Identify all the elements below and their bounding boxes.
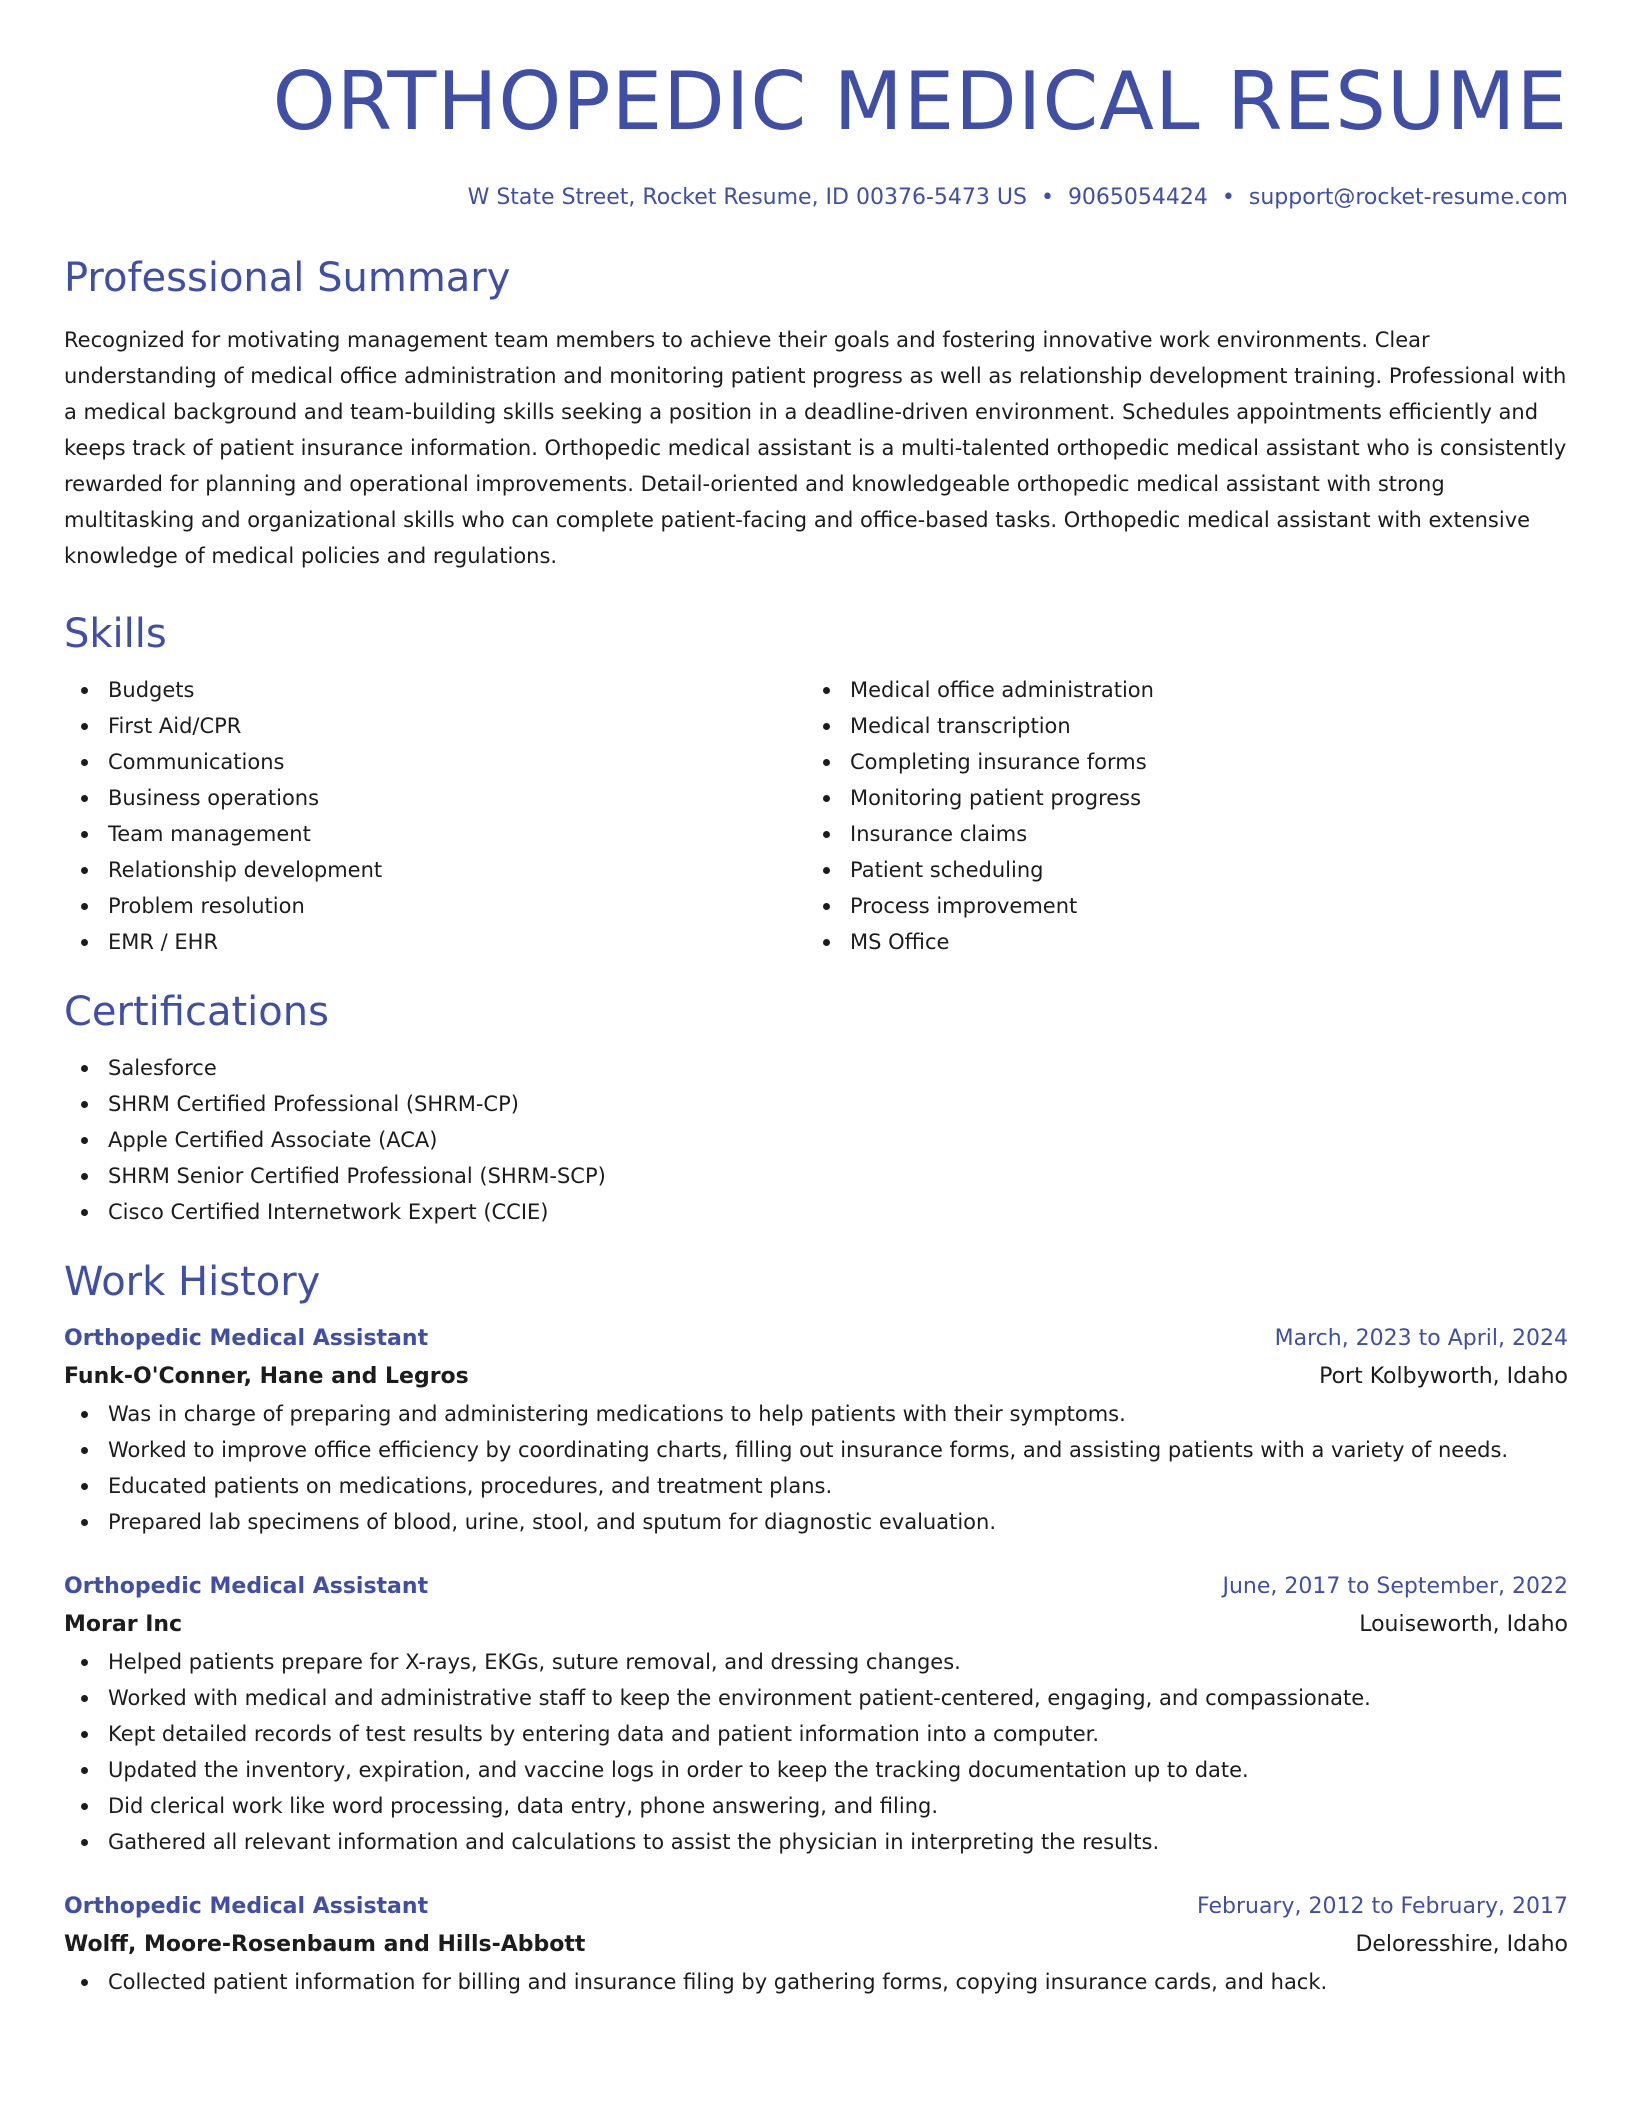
skills-left-list (64, 672, 806, 960)
skill-item: Completing insurance forms (806, 744, 1548, 780)
certification-item: Salesforce (64, 1050, 1568, 1086)
skill-item: Medical office administration (806, 672, 1548, 708)
skill-item: Relationship development (64, 852, 806, 888)
skill-item: Problem resolution (64, 888, 806, 924)
job-title: Orthopedic Medical Assistant (64, 1894, 429, 1919)
resume-title: ORTHOPEDIC MEDICAL RESUME (272, 55, 1568, 148)
certification-item: Cisco Certified Internetwork Expert (CCIE) (64, 1194, 1568, 1230)
job-company: Morar Inc (64, 1612, 183, 1637)
job-title: Orthopedic Medical Assistant (64, 1326, 429, 1351)
job-entry (64, 1888, 1568, 2000)
job-company: Wolff, Moore-Rosenbaum and Hills-Abbott (64, 1932, 586, 1957)
job-duty: Worked to improve office efficiency by coordinating charts, filling out insurance forms, and assisting patients with a variety of needs. (64, 1432, 1568, 1468)
job-duty: Prepared lab specimens of blood, urine, stool, and sputum for diagnostic evaluation. (64, 1504, 1568, 1540)
skills-heading: Skills (64, 611, 167, 657)
job-company: Funk-O'Conner, Hane and Legros (64, 1364, 469, 1389)
skill-item: Medical transcription (806, 708, 1548, 744)
contact-line (64, 182, 1568, 214)
contact-separator: • (1221, 185, 1235, 210)
summary-heading: Professional Summary (64, 255, 511, 301)
job-dates: March, 2023 to April, 2024 (1274, 1326, 1568, 1351)
work-history-section (64, 1256, 1568, 2000)
job-duties-list (64, 1396, 1568, 1540)
job-title: Orthopedic Medical Assistant (64, 1574, 429, 1599)
job-duty: Did clerical work like word processing, data entry, phone answering, and filing. (64, 1788, 1568, 1824)
job-dates: June, 2017 to September, 2022 (1222, 1574, 1568, 1599)
skills-right-list (806, 672, 1548, 960)
job-duty: Updated the inventory, expiration, and vaccine logs in order to keep the tracking documentation up to date. (64, 1752, 1568, 1788)
job-duty: Collected patient information for billing and insurance filing by gathering forms, copying insurance cards, and hack. (64, 1964, 1568, 2000)
certifications-heading: Certifications (64, 989, 329, 1035)
job-duties-list (64, 1964, 1568, 2000)
skill-item: Monitoring patient progress (806, 780, 1548, 816)
job-duty: Educated patients on medications, procedures, and treatment plans. (64, 1468, 1568, 1504)
skill-item: First Aid/CPR (64, 708, 806, 744)
job-duty: Was in charge of preparing and administering medications to help patients with their symptoms. (64, 1396, 1568, 1432)
contact-separator: • (1040, 185, 1054, 210)
resume-page (64, 0, 1568, 2000)
job-duty: Gathered all relevant information and calculations to assist the physician in interpreting the results. (64, 1824, 1568, 1860)
summary-text: Recognized for motivating management team members to achieve their goals and fostering innovative work environments. Clear understanding of medical office administration and monitoring patient progress as well as relationship development training. Professional with a medical background and team-building skills seeking a position in a deadline-driven environment. Schedules appointments efficiently and keeps track of patient insurance information. Orthopedic medical assistant is a multi-talented orthopedic medical assistant who is consistently rewarded for planning and operational improvements. Detail-oriented and knowledgeable orthopedic medical assistant with strong multitasking and organizational skills who can complete patient-facing and office-based tasks. Orthopedic medical assistant with extensive knowledge of medical policies and regulations. (64, 328, 1567, 568)
skill-item: Business operations (64, 780, 806, 816)
job-dates: February, 2012 to February, 2017 (1197, 1894, 1568, 1919)
skill-item: MS Office (806, 924, 1548, 960)
job-duties-list (64, 1644, 1568, 1860)
skill-item: Team management (64, 816, 806, 852)
contact-address: W State Street, Rocket Resume, ID 00376-5473 US (467, 185, 1027, 210)
job-duty: Helped patients prepare for X-rays, EKGs, suture removal, and dressing changes. (64, 1644, 1568, 1680)
job-location: Louiseworth, Idaho (1359, 1612, 1568, 1637)
certifications-section (64, 986, 1568, 1230)
certification-item: Apple Certified Associate (ACA) (64, 1122, 1568, 1158)
skill-item: Insurance claims (806, 816, 1548, 852)
skill-item: Process improvement (806, 888, 1548, 924)
certification-item: SHRM Senior Certified Professional (SHRM-SCP) (64, 1158, 1568, 1194)
skill-item: Patient scheduling (806, 852, 1548, 888)
job-entry (64, 1568, 1568, 1860)
certifications-list (64, 1050, 1568, 1230)
job-location: Deloresshire, Idaho (1355, 1932, 1568, 1957)
skill-item: Communications (64, 744, 806, 780)
job-entry (64, 1320, 1568, 1540)
job-duty: Kept detailed records of test results by entering data and patient information into a computer. (64, 1716, 1568, 1752)
skills-section (64, 608, 1568, 960)
job-duty: Worked with medical and administrative staff to keep the environment patient-centered, engaging, and compassionate. (64, 1680, 1568, 1716)
summary-section (64, 252, 1568, 574)
skill-item: EMR / EHR (64, 924, 806, 960)
work-history-heading: Work History (64, 1259, 321, 1305)
skills-grid (64, 672, 1568, 960)
contact-email[interactable]: support@rocket-resume.com (1248, 185, 1568, 210)
skill-item: Budgets (64, 672, 806, 708)
job-location: Port Kolbyworth, Idaho (1319, 1364, 1568, 1389)
contact-phone: 9065054424 (1067, 185, 1208, 210)
certification-item: SHRM Certified Professional (SHRM-CP) (64, 1086, 1568, 1122)
